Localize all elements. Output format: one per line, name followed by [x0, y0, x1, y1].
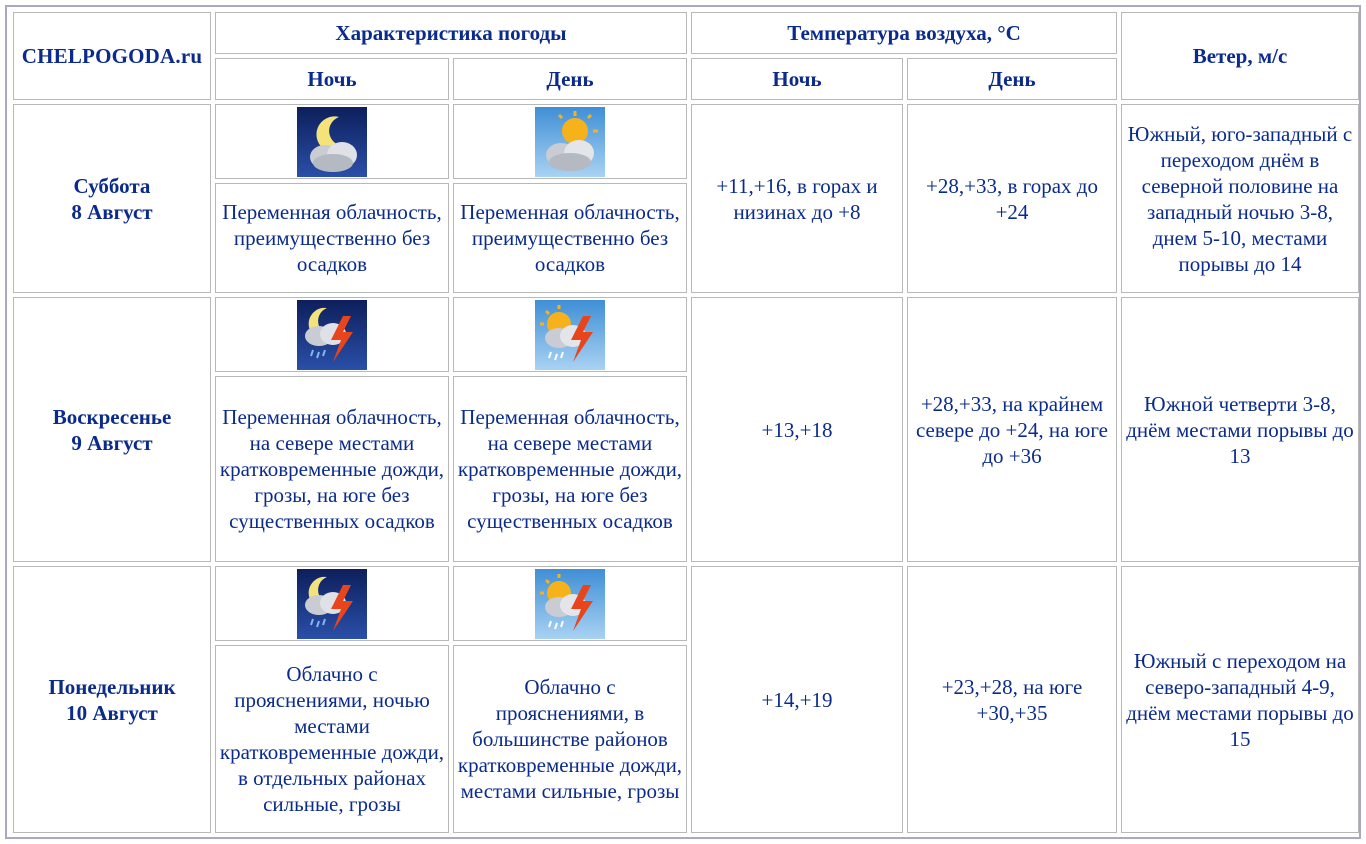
day-label	[13, 104, 211, 293]
moon-thunderstorm-icon	[297, 569, 367, 639]
moon-cloud-icon	[297, 107, 367, 177]
temp-night: +14,+19	[691, 566, 903, 833]
night-icon-cell	[215, 297, 449, 372]
moon-thunderstorm-icon	[297, 300, 367, 370]
header-air-temperature: Температура воздуха, °С	[691, 12, 1117, 54]
night-icon-cell	[215, 104, 449, 179]
day-label	[13, 566, 211, 833]
day-icon-cell	[453, 297, 687, 372]
night-description: Переменная облачность, на севере местами кратковременные дожди, грозы, на юге без существенных осадков	[215, 376, 449, 562]
header-char-night: Ночь	[215, 58, 449, 100]
date: 8 Август	[71, 199, 153, 224]
header-temp-day: День	[907, 58, 1117, 100]
day-description: Переменная облачность, на севере местами кратковременные дожди, грозы, на юге без существенных осадков	[453, 376, 687, 562]
header-weather-characteristic: Характеристика погоды	[215, 12, 687, 54]
temp-day: +23,+28, на юге +30,+35	[907, 566, 1117, 833]
temp-day: +28,+33, на крайнем севере до +24, на юге до +36	[907, 297, 1117, 562]
wind-description: Южный, юго-западный с переходом днём в северной половине на западный ночью 3-8, днем 5-10, местами порывы до 14	[1121, 104, 1359, 293]
weekday: Понедельник	[48, 674, 176, 699]
night-description: Переменная облачность, преимущественно без осадков	[215, 183, 449, 293]
header-wind: Ветер, м/с	[1121, 12, 1359, 100]
night-description: Облачно с прояснениями, ночью местами кратковременные дожди, в отдельных районах сильные, грозы	[215, 645, 449, 833]
date: 10 Август	[66, 700, 158, 725]
day-icon-cell	[453, 566, 687, 641]
day-label	[13, 297, 211, 562]
day-icon-cell	[453, 104, 687, 179]
night-icon-cell	[215, 566, 449, 641]
weekday: Воскресенье	[52, 404, 172, 429]
forecast-table	[9, 8, 1363, 837]
sun-thunderstorm-icon	[535, 300, 605, 370]
site-brand: CHELPOGODA.ru	[13, 12, 211, 100]
temp-night: +13,+18	[691, 297, 903, 562]
header-temp-night: Ночь	[691, 58, 903, 100]
day-description: Облачно с прояснениями, в большинстве районов кратковременные дожди, местами сильные, грозы	[453, 645, 687, 833]
wind-description: Южной четверти 3-8, днём местами порывы до 13	[1121, 297, 1359, 562]
temp-day: +28,+33, в горах до +24	[907, 104, 1117, 293]
wind-description: Южный с переходом на северо-западный 4-9, днём местами порывы до 15	[1121, 566, 1359, 833]
day-description: Переменная облачность, преимущественно без осадков	[453, 183, 687, 293]
sun-thunderstorm-icon	[535, 569, 605, 639]
sun-cloud-icon	[535, 107, 605, 177]
temp-night: +11,+16, в горах и низинах до +8	[691, 104, 903, 293]
weekday: Суббота	[73, 173, 151, 198]
date: 9 Август	[71, 430, 153, 455]
header-char-day: День	[453, 58, 687, 100]
